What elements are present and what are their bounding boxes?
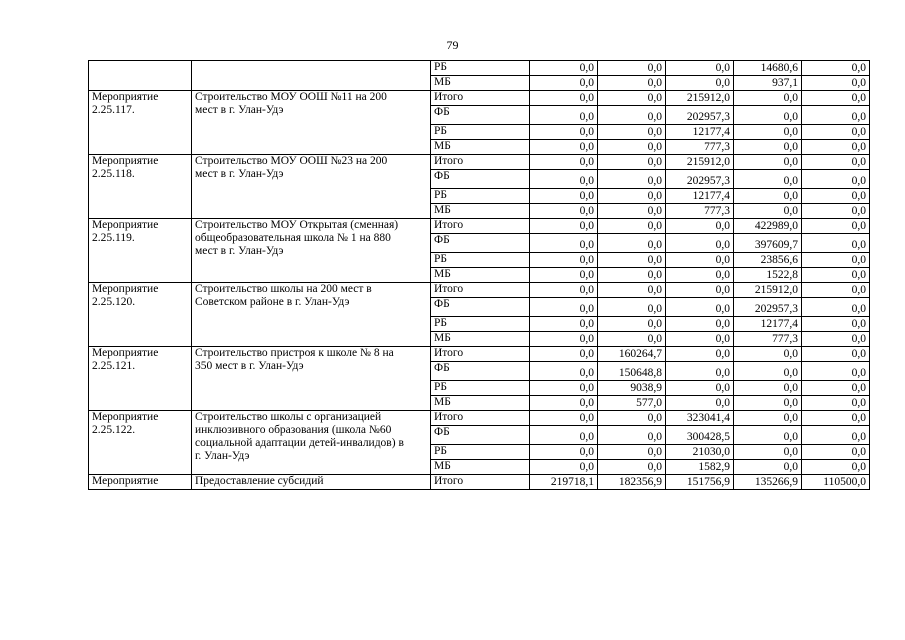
- measure-name-cell: Мероприятие 2.25.120.: [89, 283, 192, 347]
- amount-cell: 150648,8: [598, 362, 666, 381]
- measure-description-cell: Строительство школы на 200 мест в Советском районе в г. Улан-Удэ: [192, 283, 431, 347]
- amount-cell: 0,0: [598, 332, 666, 347]
- amount-cell: 0,0: [802, 332, 870, 347]
- amount-cell: 0,0: [802, 170, 870, 189]
- amount-cell: 0,0: [530, 445, 598, 460]
- amount-cell: 12177,4: [666, 125, 734, 140]
- amount-cell: 0,0: [802, 396, 870, 411]
- amount-cell: 0,0: [666, 234, 734, 253]
- amount-cell: 0,0: [802, 268, 870, 283]
- amount-cell: 0,0: [530, 170, 598, 189]
- table-row: [89, 347, 870, 362]
- amount-cell: 12177,4: [666, 189, 734, 204]
- measure-name-cell: [89, 61, 192, 91]
- budget-table-body: [89, 61, 870, 490]
- amount-cell: 0,0: [530, 268, 598, 283]
- amount-cell: 0,0: [598, 253, 666, 268]
- amount-cell: 182356,9: [598, 475, 666, 490]
- amount-cell: 0,0: [598, 445, 666, 460]
- amount-cell: 777,3: [666, 204, 734, 219]
- funding-source-cell: Итого: [431, 411, 530, 426]
- amount-cell: 0,0: [666, 396, 734, 411]
- measure-name-cell: Мероприятие 2.25.119.: [89, 219, 192, 283]
- amount-cell: 0,0: [734, 445, 802, 460]
- amount-cell: 0,0: [530, 347, 598, 362]
- amount-cell: 0,0: [802, 381, 870, 396]
- amount-cell: 0,0: [530, 61, 598, 76]
- amount-cell: 0,0: [734, 460, 802, 475]
- amount-cell: 777,3: [734, 332, 802, 347]
- amount-cell: 0,0: [802, 298, 870, 317]
- amount-cell: 151756,9: [666, 475, 734, 490]
- amount-cell: 215912,0: [666, 91, 734, 106]
- amount-cell: 0,0: [530, 460, 598, 475]
- funding-source-cell: ФБ: [431, 234, 530, 253]
- funding-source-cell: РБ: [431, 61, 530, 76]
- amount-cell: 0,0: [598, 317, 666, 332]
- amount-cell: 0,0: [530, 76, 598, 91]
- amount-cell: 0,0: [802, 283, 870, 298]
- measure-name-cell: Мероприятие 2.25.122.: [89, 411, 192, 475]
- measure-description-cell: Строительство школы с организацией инклюзивного образования (школа №60 социальной адаптации детей-инвалидов) в г. Улан-Удэ: [192, 411, 431, 475]
- funding-source-cell: РБ: [431, 253, 530, 268]
- funding-source-cell: РБ: [431, 317, 530, 332]
- funding-source-cell: Итого: [431, 219, 530, 234]
- amount-cell: 0,0: [802, 317, 870, 332]
- measure-description-cell: [192, 61, 431, 91]
- funding-source-cell: МБ: [431, 268, 530, 283]
- amount-cell: 0,0: [666, 253, 734, 268]
- table-row: [89, 475, 870, 490]
- amount-cell: 0,0: [598, 155, 666, 170]
- amount-cell: 0,0: [666, 219, 734, 234]
- amount-cell: 0,0: [530, 298, 598, 317]
- amount-cell: 0,0: [666, 332, 734, 347]
- amount-cell: 202957,3: [666, 170, 734, 189]
- amount-cell: 23856,6: [734, 253, 802, 268]
- amount-cell: 0,0: [530, 317, 598, 332]
- amount-cell: 0,0: [802, 426, 870, 445]
- amount-cell: 0,0: [598, 411, 666, 426]
- amount-cell: 0,0: [734, 155, 802, 170]
- amount-cell: 0,0: [530, 411, 598, 426]
- amount-cell: 0,0: [802, 460, 870, 475]
- funding-source-cell: РБ: [431, 381, 530, 396]
- amount-cell: 937,1: [734, 76, 802, 91]
- amount-cell: 0,0: [734, 381, 802, 396]
- amount-cell: 21030,0: [666, 445, 734, 460]
- amount-cell: 135266,9: [734, 475, 802, 490]
- measure-description-cell: Строительство МОУ Открытая (сменная) общеобразовательная школа № 1 на 880 мест в г. Улан-Удэ: [192, 219, 431, 283]
- amount-cell: 323041,4: [666, 411, 734, 426]
- amount-cell: 0,0: [666, 347, 734, 362]
- amount-cell: 0,0: [734, 426, 802, 445]
- amount-cell: 0,0: [734, 140, 802, 155]
- amount-cell: 14680,6: [734, 61, 802, 76]
- amount-cell: 0,0: [598, 234, 666, 253]
- amount-cell: 0,0: [802, 91, 870, 106]
- measure-name-cell: Мероприятие 2.25.118.: [89, 155, 192, 219]
- amount-cell: 215912,0: [734, 283, 802, 298]
- amount-cell: 0,0: [802, 76, 870, 91]
- amount-cell: 0,0: [598, 140, 666, 155]
- amount-cell: 12177,4: [734, 317, 802, 332]
- measure-name-cell: Мероприятие 2.25.121.: [89, 347, 192, 411]
- measure-description-cell: Предоставление субсидий: [192, 475, 431, 490]
- amount-cell: 0,0: [598, 91, 666, 106]
- amount-cell: 0,0: [598, 426, 666, 445]
- table-row: [89, 219, 870, 234]
- amount-cell: 0,0: [598, 125, 666, 140]
- amount-cell: 0,0: [666, 76, 734, 91]
- funding-source-cell: МБ: [431, 332, 530, 347]
- amount-cell: 0,0: [666, 283, 734, 298]
- amount-cell: 0,0: [530, 219, 598, 234]
- funding-source-cell: МБ: [431, 396, 530, 411]
- funding-source-cell: МБ: [431, 76, 530, 91]
- amount-cell: 777,3: [666, 140, 734, 155]
- amount-cell: 0,0: [734, 189, 802, 204]
- amount-cell: 215912,0: [666, 155, 734, 170]
- funding-source-cell: Итого: [431, 91, 530, 106]
- amount-cell: 0,0: [530, 140, 598, 155]
- amount-cell: 0,0: [802, 140, 870, 155]
- amount-cell: 0,0: [802, 155, 870, 170]
- table-row: [89, 411, 870, 426]
- funding-source-cell: РБ: [431, 445, 530, 460]
- amount-cell: 219718,1: [530, 475, 598, 490]
- amount-cell: 9038,9: [598, 381, 666, 396]
- amount-cell: 0,0: [598, 283, 666, 298]
- amount-cell: 0,0: [802, 362, 870, 381]
- measure-description-cell: Строительство МОУ ООШ №11 на 200 мест в г. Улан-Удэ: [192, 91, 431, 155]
- funding-source-cell: РБ: [431, 189, 530, 204]
- funding-source-cell: Итого: [431, 475, 530, 490]
- amount-cell: 577,0: [598, 396, 666, 411]
- funding-source-cell: ФБ: [431, 298, 530, 317]
- page-number: 79: [446, 38, 459, 52]
- amount-cell: 0,0: [530, 253, 598, 268]
- amount-cell: 1582,9: [666, 460, 734, 475]
- amount-cell: 0,0: [598, 268, 666, 283]
- amount-cell: 0,0: [802, 253, 870, 268]
- amount-cell: 202957,3: [666, 106, 734, 125]
- funding-source-cell: ФБ: [431, 426, 530, 445]
- amount-cell: 0,0: [598, 170, 666, 189]
- amount-cell: 0,0: [666, 362, 734, 381]
- amount-cell: 0,0: [666, 298, 734, 317]
- amount-cell: 0,0: [666, 268, 734, 283]
- funding-source-cell: МБ: [431, 204, 530, 219]
- measure-description-cell: Строительство пристроя к школе № 8 на 350 мест в г. Улан-Удэ: [192, 347, 431, 411]
- amount-cell: 202957,3: [734, 298, 802, 317]
- amount-cell: 422989,0: [734, 219, 802, 234]
- amount-cell: 0,0: [598, 106, 666, 125]
- amount-cell: 0,0: [734, 347, 802, 362]
- amount-cell: 0,0: [530, 426, 598, 445]
- amount-cell: 0,0: [530, 189, 598, 204]
- amount-cell: 0,0: [734, 396, 802, 411]
- amount-cell: 0,0: [734, 204, 802, 219]
- funding-source-cell: ФБ: [431, 362, 530, 381]
- amount-cell: 0,0: [802, 106, 870, 125]
- table-row: [89, 61, 870, 76]
- funding-source-cell: Итого: [431, 347, 530, 362]
- amount-cell: 0,0: [802, 219, 870, 234]
- amount-cell: 0,0: [666, 317, 734, 332]
- funding-source-cell: МБ: [431, 460, 530, 475]
- funding-source-cell: РБ: [431, 125, 530, 140]
- amount-cell: 1522,8: [734, 268, 802, 283]
- table-row: [89, 155, 870, 170]
- amount-cell: 300428,5: [666, 426, 734, 445]
- funding-source-cell: Итого: [431, 283, 530, 298]
- amount-cell: 0,0: [802, 204, 870, 219]
- amount-cell: 0,0: [734, 411, 802, 426]
- amount-cell: 160264,7: [598, 347, 666, 362]
- amount-cell: 0,0: [802, 347, 870, 362]
- amount-cell: 0,0: [530, 204, 598, 219]
- table-row: [89, 283, 870, 298]
- amount-cell: 0,0: [734, 170, 802, 189]
- amount-cell: 0,0: [734, 91, 802, 106]
- amount-cell: 0,0: [530, 381, 598, 396]
- amount-cell: 0,0: [666, 381, 734, 396]
- amount-cell: 0,0: [530, 283, 598, 298]
- amount-cell: 0,0: [598, 219, 666, 234]
- amount-cell: 0,0: [802, 125, 870, 140]
- amount-cell: 110500,0: [802, 475, 870, 490]
- amount-cell: 0,0: [598, 298, 666, 317]
- amount-cell: 0,0: [598, 189, 666, 204]
- amount-cell: 0,0: [530, 91, 598, 106]
- amount-cell: 0,0: [530, 362, 598, 381]
- funding-source-cell: ФБ: [431, 170, 530, 189]
- amount-cell: 0,0: [734, 106, 802, 125]
- amount-cell: 0,0: [598, 460, 666, 475]
- funding-source-cell: МБ: [431, 140, 530, 155]
- measure-name-cell: Мероприятие 2.25.117.: [89, 91, 192, 155]
- amount-cell: 0,0: [802, 189, 870, 204]
- amount-cell: 0,0: [530, 234, 598, 253]
- measure-description-cell: Строительство МОУ ООШ №23 на 200 мест в г. Улан-Удэ: [192, 155, 431, 219]
- funding-source-cell: ФБ: [431, 106, 530, 125]
- amount-cell: 0,0: [802, 411, 870, 426]
- amount-cell: 0,0: [530, 155, 598, 170]
- amount-cell: 0,0: [530, 396, 598, 411]
- amount-cell: 0,0: [802, 445, 870, 460]
- amount-cell: 0,0: [530, 106, 598, 125]
- funding-source-cell: Итого: [431, 155, 530, 170]
- budget-table: [88, 60, 870, 490]
- amount-cell: 0,0: [734, 362, 802, 381]
- amount-cell: 0,0: [802, 234, 870, 253]
- amount-cell: 0,0: [530, 332, 598, 347]
- amount-cell: 0,0: [802, 61, 870, 76]
- amount-cell: 0,0: [598, 76, 666, 91]
- amount-cell: 397609,7: [734, 234, 802, 253]
- measure-name-cell: Мероприятие: [89, 475, 192, 490]
- amount-cell: 0,0: [530, 125, 598, 140]
- amount-cell: 0,0: [666, 61, 734, 76]
- table-row: [89, 91, 870, 106]
- amount-cell: 0,0: [598, 61, 666, 76]
- amount-cell: 0,0: [734, 125, 802, 140]
- amount-cell: 0,0: [598, 204, 666, 219]
